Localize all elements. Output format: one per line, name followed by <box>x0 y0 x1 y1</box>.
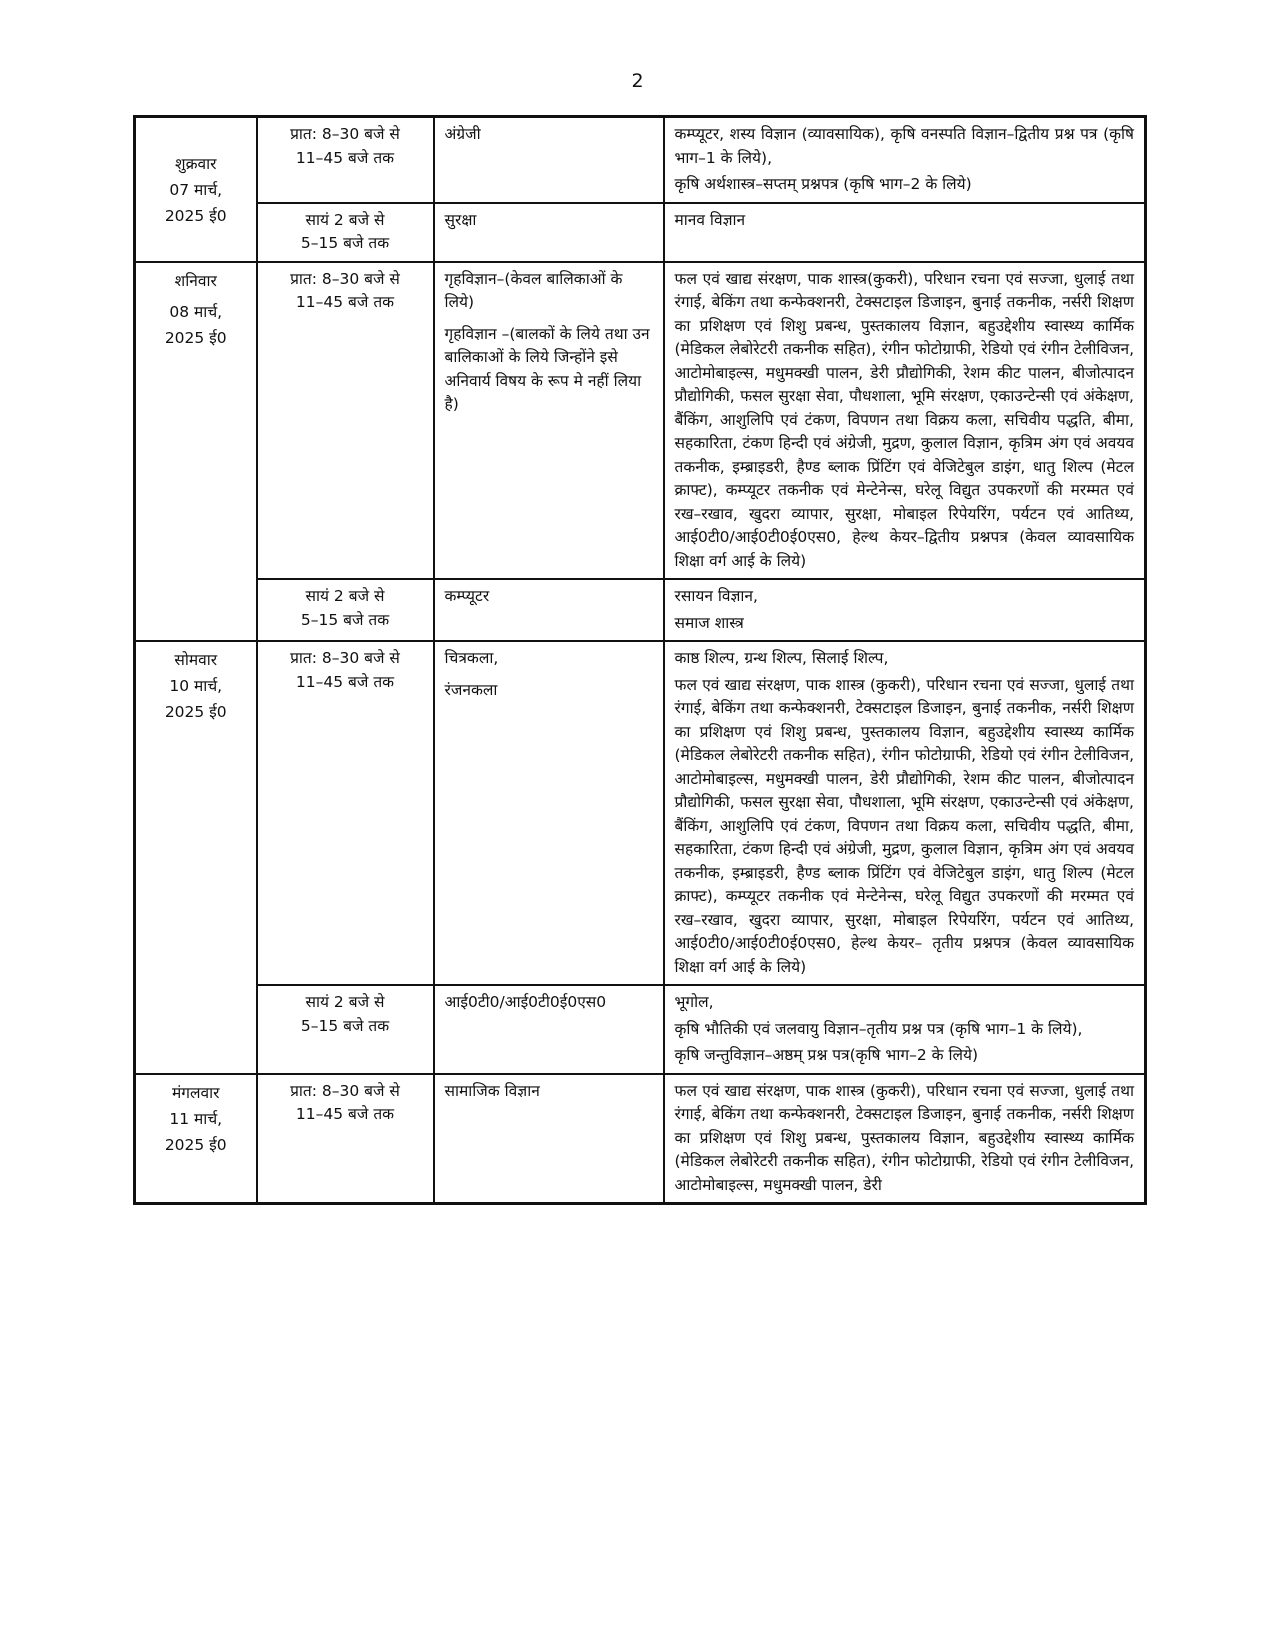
time-cell <box>257 641 434 985</box>
vocational-text: समाज शास्त्र <box>674 613 744 632</box>
exam-schedule-table <box>133 115 1147 1205</box>
subject-text: आई0टी0/आई0टी0ई0एस0 <box>444 993 607 1011</box>
subject-cell <box>434 203 664 262</box>
subject-cell <box>434 579 664 641</box>
day-year: 2025 ई0 <box>164 328 227 347</box>
time-start: प्रात: 8–30 बजे से <box>290 1081 400 1100</box>
day-year: 2025 ई0 <box>164 703 227 721</box>
day-year: 2025 ई0 <box>164 1135 227 1154</box>
time-cell <box>257 262 434 580</box>
vocational-cell <box>664 203 1146 262</box>
subject-cell <box>434 117 664 203</box>
subject-text: गृहविज्ञान –(बालकों के लिये तथा उन बालिकाओं के लिये जिन्होंने इसे अनिवार्य विषय के रूप मे नहीं लिया है) <box>444 324 650 413</box>
time-start: सायं 2 बजे से <box>305 587 385 605</box>
vocational-text: कृषि भौतिकी एवं जलवायु विज्ञान–तृतीय प्रश्न पत्र (कृषि भाग–1 के लिये), <box>674 1019 1083 1038</box>
subject-cell <box>434 262 664 580</box>
time-start: प्रात: 8–30 बजे से <box>290 125 400 143</box>
day-name: सोमवार <box>174 651 218 669</box>
time-end: 11–45 बजे तक <box>295 293 395 311</box>
schedule-row <box>135 203 1146 262</box>
day-year: 2025 ई0 <box>164 207 227 225</box>
schedule-row <box>135 1074 1146 1204</box>
subject-text: अंग्रेजी <box>444 125 481 143</box>
subject-text: चित्रकला, <box>444 649 499 667</box>
day-cell <box>135 117 257 262</box>
subject-text: कम्प्यूटर <box>444 587 490 605</box>
time-start: प्रात: 8–30 बजे से <box>290 269 400 288</box>
schedule-row <box>135 985 1146 1074</box>
vocational-text: फल एवं खाद्य संरक्षण, पाक शास्त्र(कुकरी), परिधान रचना एवं सज्जा, धुलाई तथा रंगाई, बेकिंग तथा कन्फेक्शनरी, टेक्सटाइल डिजाइन, बुनाई तकनीक, नर्सरी शिक्षण का प्रशिक्षण एवं शिशु प्रबन्ध, पुस्तकालय विज्ञान, बहुउद्देशीय स्वास्थ्य कार्मिक (मेडिकल लेबोरेटरी तकनीक सहित), रंगीन फोटोग्राफी, रेडियो एवं रंगीन टेलीविजन, आटोमोबाइल्स, मधुमक्खी पालन, डेरी प्रौद्योगिकी, रेशम कीट पालन, बीजोत्पादन प्रौद्योगिकी, फसल सुरक्षा सेवा, पौधशाला, भूमि संरक्षण, एकाउन्टेन्सी एवं अंकेक्षण, बैंकिंग, आशुलिपि एवं टंकण, विपणन तथा विक्रय कला, सचिवीय पद्धति, बीमा, सहकारिता, टंकण हिन्दी एवं अंग्रेजी, मुद्रण, कुलाल विज्ञान, कृत्रिम अंग एवं अवयव तकनीक, इम्ब्राइडरी, हैण्ड ब्लाक प्रिंटिंग एवं वेजिटेबुल डाइंग, धातु शिल्प (मेटल क्राफ्ट), कम्प्यूटर तकनीक एवं मेन्टेनेन्स, घरेलू विद्युत उपकरणों की मरम्मत एवं रख–रखाव, खुदरा व्यापार, सुरक्षा, मोबाइल रिपेयरिंग, पर्यटन एवं आतिथ्य, आई0टी0/आई0टी0ई0एस0, हेल्थ केयर–द्वितीय प्रश्नपत्र (केवल व्यावसायिक शिक्षा वर्ग आई के लिये) <box>674 269 1134 570</box>
day-name: शुक्रवार <box>175 155 217 173</box>
vocational-text: भूगोल, <box>674 993 714 1011</box>
time-end: 5–15 बजे तक <box>300 610 390 629</box>
vocational-text: कृषि जन्तुविज्ञान–अष्ठम् प्रश्न पत्र(कृषि भाग–2 के लिये) <box>674 1046 979 1064</box>
time-start: सायं 2 बजे से <box>305 993 385 1011</box>
vocational-text: फल एवं खाद्य संरक्षण, पाक शास्त्र (कुकरी), परिधान रचना एवं सज्जा, धुलाई तथा रंगाई, बेकिंग तथा कन्फेक्शनरी, टेक्सटाइल डिजाइन, बुनाई तकनीक, नर्सरी शिक्षण का प्रशिक्षण एवं शिशु प्रबन्ध, पुस्तकालय विज्ञान, बहुउद्देशीय स्वास्थ्य कार्मिक (मेडिकल लेबोरेटरी तकनीक सहित), रंगीन फोटोग्राफी, रेडियो एवं रंगीन टेलीविजन, आटोमोबाइल्स, मधुमक्खी पालन, डेरी प्रौद्योगिकी, रेशम कीट पालन, बीजोत्पादन प्रौद्योगिकी, फसल सुरक्षा सेवा, पौधशाला, भूमि संरक्षण, एकाउन्टेन्सी एवं अंकेक्षण, बैंकिंग, आशुलिपि एवं टंकण, विपणन तथा विक्रय कला, सचिवीय पद्धति, बीमा, सहकारिता, टंकण हिन्दी एवं अंग्रेजी, मुद्रण, कुलाल विज्ञान, कृत्रिम अंग एवं अवयव तकनीक, इम्ब्राइडरी, हैण्ड ब्लाक प्रिंटिंग एवं वेजिटेबुल डाइंग, धातु शिल्प (मेटल क्राफ्ट), कम्प्यूटर तकनीक एवं मेन्टेनेन्स, घरेलू विद्युत उपकरणों की मरम्मत एवं रख–रखाव, खुदरा व्यापार, सुरक्षा, मोबाइल रिपेयरिंग, पर्यटन एवं आतिथ्य, आई0टी0/आई0टी0ई0एस0, हेल्थ केयर– तृतीय प्रश्नपत्र (केवल व्यावसायिक शिक्षा वर्ग आई के लिये) <box>674 675 1134 976</box>
time-cell <box>257 117 434 203</box>
vocational-cell <box>664 1074 1146 1204</box>
time-cell <box>257 1074 434 1204</box>
day-date: 08 मार्च, <box>169 302 223 321</box>
day-date: 10 मार्च, <box>169 677 223 695</box>
vocational-text: रसायन विज्ञान, <box>674 587 758 605</box>
vocational-text: काष्ठ शिल्प, ग्रन्थ शिल्प, सिलाई शिल्प, <box>674 649 889 667</box>
day-name: शनिवार <box>174 271 217 290</box>
schedule-row <box>135 262 1146 580</box>
subject-cell <box>434 641 664 985</box>
time-cell <box>257 203 434 262</box>
vocational-cell <box>664 579 1146 641</box>
vocational-cell <box>664 117 1146 203</box>
day-cell <box>135 262 257 642</box>
day-date: 07 मार्च, <box>169 181 223 199</box>
subject-text: सुरक्षा <box>444 210 477 229</box>
schedule-row <box>135 117 1146 203</box>
time-start: प्रात: 8–30 बजे से <box>290 649 400 667</box>
subject-text: रंजनकला <box>444 680 498 699</box>
subject-cell <box>434 1074 664 1204</box>
subject-text: सामाजिक विज्ञान <box>444 1081 540 1100</box>
time-end: 5–15 बजे तक <box>300 1016 390 1035</box>
time-cell <box>257 579 434 641</box>
subject-text: गृहविज्ञान–(केवल बालिकाओं के लिये) <box>444 269 623 311</box>
day-cell <box>135 641 257 1074</box>
vocational-text: कृषि अर्थशास्त्र–सप्तम् प्रश्नपत्र (कृषि भाग–2 के लिये) <box>674 175 972 193</box>
subject-cell <box>434 985 664 1074</box>
schedule-row <box>135 579 1146 641</box>
day-date: 11 मार्च, <box>169 1109 223 1128</box>
vocational-cell <box>664 641 1146 985</box>
vocational-text: कम्प्यूटर, शस्य विज्ञान (व्यावसायिक), कृषि वनस्पति विज्ञान–द्वितीय प्रश्न पत्र (कृषि भाग–1 के लिये), <box>674 125 1135 167</box>
vocational-cell <box>664 985 1146 1074</box>
time-end: 5–15 बजे तक <box>300 234 390 252</box>
day-name: मंगलवार <box>172 1083 220 1102</box>
vocational-text: मानव विज्ञान <box>674 210 746 229</box>
vocational-cell <box>664 262 1146 580</box>
vocational-text: फल एवं खाद्य संरक्षण, पाक शास्त्र (कुकरी), परिधान रचना एवं सज्जा, धुलाई तथा रंगाई, बेकिंग तथा कन्फेक्शनरी, टेक्सटाइल डिजाइन, बुनाई तकनीक, नर्सरी शिक्षण का प्रशिक्षण एवं शिशु प्रबन्ध, पुस्तकालय विज्ञान, बहुउद्देशीय स्वास्थ्य कार्मिक (मेडिकल लेबोरेटरी तकनीक सहित), रंगीन फोटोग्राफी, रेडियो एवं रंगीन टेलीविजन, आटोमोबाइल्स, मधुमक्खी पालन, डेरी <box>674 1081 1134 1194</box>
time-cell <box>257 985 434 1074</box>
time-end: 11–45 बजे तक <box>295 672 395 691</box>
page-number: 2 <box>631 70 644 92</box>
schedule-row <box>135 641 1146 985</box>
time-end: 11–45 बजे तक <box>295 148 395 167</box>
time-start: सायं 2 बजे से <box>305 210 385 229</box>
time-end: 11–45 बजे तक <box>295 1105 395 1123</box>
day-cell <box>135 1074 257 1204</box>
